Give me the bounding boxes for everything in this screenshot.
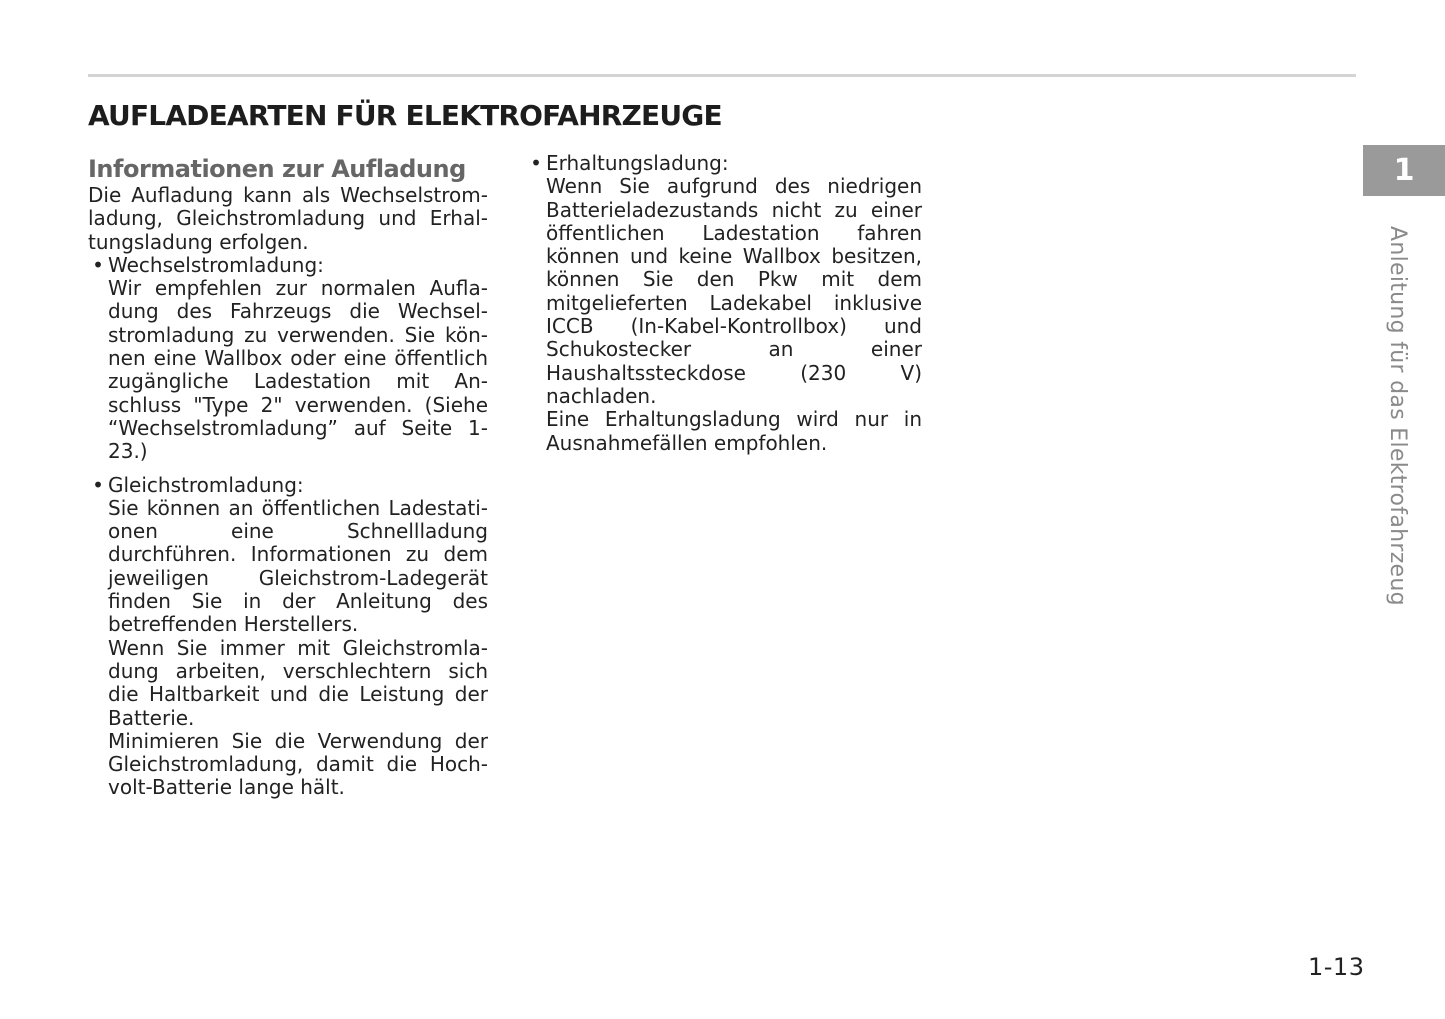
page-title: AUFLADEARTEN FÜR ELEKTROFAHRZEUGE [88,99,722,132]
bullet-dot: • [92,472,104,497]
intro-paragraph: Die Aufladung kann als Wechselstromladung, Gleichstromladung und Erhaltungsladung erfolgen. [88,183,488,254]
bullet-erhaltungsladung [526,152,922,455]
top-divider [88,74,1356,77]
bullet-dot: • [530,151,542,175]
section-heading: Informationen zur Aufladung [88,155,466,183]
bullet-paragraph: Wenn Sie immer mit Gleichstromladung arbeiten, verschlechtern sich die Haltbarkeit und die Leistung der Batterie. [108,635,488,730]
right-column [526,152,922,455]
bullet-title: Gleichstromladung: [108,472,304,497]
left-column [88,154,488,800]
bullet-title: Erhaltungsladung: [546,151,729,175]
chapter-tab: 1 [1363,145,1445,196]
bullet-paragraph: Eine Erhaltungsladung wird nur in Ausnahmefällen empfohlen. [546,407,922,455]
page-number: 1-13 [1308,953,1365,981]
bullet-wechselstromladung [88,254,488,464]
bullet-paragraph: Wir empfehlen zur normalen Aufladung des Fahrzeugs die Wechselstromladung zu verwenden. Sie können eine Wallbox oder eine öffentlich zugängliche Ladestation mit Anschluss "Type 2" verwenden. (Siehe “Wechselstromladung” auf Seite 1-23.) [108,276,488,464]
bullet-gleichstromladung [88,474,488,800]
side-chapter-label: Anleitung für das Elektrofahrzeug [1385,226,1410,606]
bullet-title: Wechselstromladung: [108,252,324,277]
bullet-dot: • [92,252,104,277]
bullet-paragraph: Sie können an öffentlichen Ladestationen eine Schnellladung durchführen. Informationen zu dem jeweiligen Gleichstrom-Ladegerät finden Sie in der Anleitung des betreffenden Herstellers. [108,495,488,637]
bullet-paragraph: Minimieren Sie die Verwendung der Gleichstromladung, damit die Hochvolt-Batterie lange hält. [108,728,488,800]
bullet-paragraph: Wenn Sie aufgrund des niedrigen Batterieladezustands nicht zu einer öffentlichen Ladestation fahren können und keine Wallbox besitzen, können Sie den Pkw mit dem mitgelieferten Ladekabel inklusive ICCB (In-Kabel-Kontrollbox) und Schukostecker an einer Haushaltssteckdose (230 V) nachladen. [546,174,922,408]
